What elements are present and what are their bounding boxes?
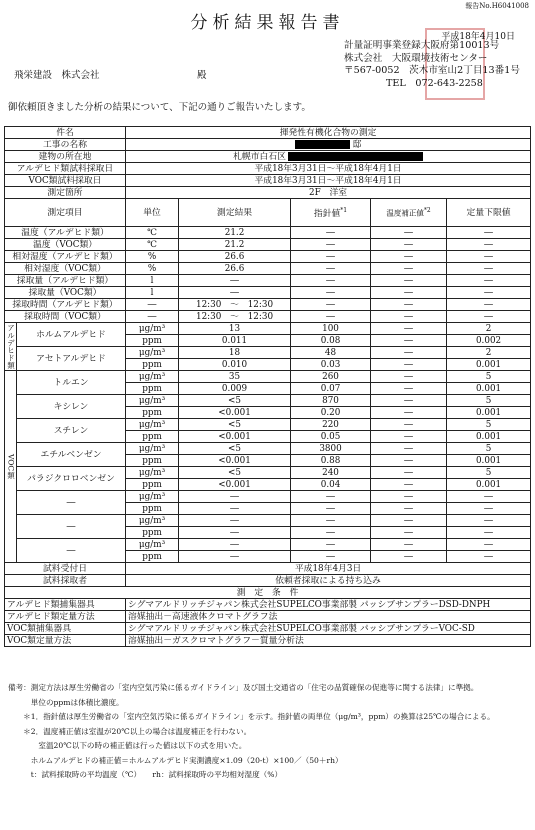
column-header: [371, 199, 447, 227]
conditions-title: 測 定 条 件: [5, 587, 531, 599]
table-cell: ppm: [126, 527, 179, 539]
condition-value: 溶媒抽出－ガスクロマトグラフ－質量分析法: [126, 635, 531, 647]
condition-value: シグマアルドリッチジャパン株式会社SUPELCO事業部製 パッシブサンプラーVOC-SD: [126, 623, 531, 635]
table-cell: ―: [371, 395, 447, 407]
table-cell: 0.001: [447, 407, 531, 419]
issuer-block: [344, 40, 520, 90]
info-row: [5, 175, 531, 187]
table-cell: ―: [447, 263, 531, 275]
table-cell: 18: [179, 347, 291, 359]
column-header: 測定項目: [5, 199, 126, 227]
table-cell: 0.001: [447, 479, 531, 491]
table-cell: ―: [371, 335, 447, 347]
table-cell: ―: [371, 311, 447, 323]
table-cell: <5: [179, 395, 291, 407]
compound-row: [5, 323, 531, 335]
table-cell: ―: [371, 275, 447, 287]
table-cell: μg/m³: [126, 443, 179, 455]
info-value: 平成18年3月31日～平成18年4月1日: [126, 175, 531, 187]
table-cell: 240: [291, 467, 371, 479]
measure-item: 相対湿度（アルデヒド類）: [5, 251, 126, 263]
table-cell: ―: [447, 503, 531, 515]
issuer-line: TEL 072-643-2258: [386, 77, 483, 89]
table-cell: 0.009: [179, 383, 291, 395]
table-cell: 0.001: [447, 455, 531, 467]
info-row: [5, 163, 531, 175]
info-value: 平成18年3月31日～平成18年4月1日: [126, 163, 531, 175]
info-label: VOC類試料採取日: [5, 175, 126, 187]
compound-row: [5, 395, 531, 407]
compound-name: ―: [17, 491, 126, 515]
table-cell: ―: [447, 491, 531, 503]
table-cell: 13: [179, 323, 291, 335]
table-cell: ppm: [126, 503, 179, 515]
table-cell: ―: [371, 359, 447, 371]
table-cell: 5: [447, 467, 531, 479]
table-cell: ―: [126, 299, 179, 311]
column-header-label: 指針値: [313, 208, 341, 219]
table-cell: ―: [371, 227, 447, 239]
table-cell: ―: [291, 239, 371, 251]
table-cell: ppm: [126, 359, 179, 371]
receipt-label: 試料採取者: [5, 575, 126, 587]
compound-row: [5, 539, 531, 551]
table-cell: <5: [179, 419, 291, 431]
table-cell: 26.6: [179, 263, 291, 275]
table-cell: ―: [371, 539, 447, 551]
note-line: ＊2．温度補正値は室温が20℃以上の場合は温度補正を行わない。: [8, 726, 252, 736]
table-cell: 0.03: [291, 359, 371, 371]
table-cell: ―: [291, 287, 371, 299]
table-cell: %: [126, 251, 179, 263]
table-cell: ―: [291, 251, 371, 263]
table-cell: ―: [447, 275, 531, 287]
receipt-row: [5, 563, 531, 575]
results-table: [4, 126, 531, 647]
info-value: 揮発性有機化合物の測定: [126, 127, 531, 139]
note-line: 備考：測定方法は厚生労働省の「室内空気汚染に係るガイドライン」及び国土交通省の「住宅の品質確保の促進等に関する法律」に準拠。: [8, 683, 479, 692]
info-label: 工事の名称: [5, 139, 126, 151]
table-cell: ℃: [126, 227, 179, 239]
table-cell: μg/m³: [126, 467, 179, 479]
table-cell: 5: [447, 419, 531, 431]
info-value: 札幌市白石区: [126, 151, 531, 163]
note-line: ＊1．指針値は厚生労働省の「室内空気汚染に係るガイドライン」を示す。指針値の両単位（μg/m³，ppm）の換算は25℃の場合による。: [8, 712, 495, 721]
table-cell: ppm: [126, 431, 179, 443]
table-cell: μg/m³: [126, 539, 179, 551]
table-cell: ppm: [126, 383, 179, 395]
table-cell: 100: [291, 323, 371, 335]
table-cell: 21.2: [179, 239, 291, 251]
compound-name: スチレン: [17, 419, 126, 443]
measure-item: 相対湿度（VOC類）: [5, 263, 126, 275]
intro-text: 御依頼頂きました分析の結果について、下記の通りご報告いたします。: [8, 102, 311, 113]
env-row: [5, 227, 531, 239]
table-cell: ppm: [126, 479, 179, 491]
table-cell: 0.001: [447, 359, 531, 371]
table-cell: 260: [291, 371, 371, 383]
table-cell: ―: [447, 311, 531, 323]
condition-row: [5, 623, 531, 635]
table-cell: μg/m³: [126, 419, 179, 431]
compound-row: [5, 491, 531, 503]
table-cell: ―: [291, 227, 371, 239]
table-cell: 5: [447, 371, 531, 383]
measure-item: 採取量（アルデヒド類）: [5, 275, 126, 287]
env-row: [5, 251, 531, 263]
table-cell: ―: [371, 491, 447, 503]
table-cell: μg/m³: [126, 371, 179, 383]
compound-row: [5, 371, 531, 383]
table-cell: ―: [447, 287, 531, 299]
table-cell: ―: [371, 383, 447, 395]
redaction-bar: [288, 152, 423, 161]
condition-row: [5, 635, 531, 647]
table-cell: <0.001: [179, 455, 291, 467]
table-cell: ―: [447, 539, 531, 551]
table-cell: ppm: [126, 455, 179, 467]
table-cell: l: [126, 287, 179, 299]
table-cell: ―: [447, 299, 531, 311]
env-row: [5, 311, 531, 323]
table-cell: ―: [447, 239, 531, 251]
compound-row: [5, 443, 531, 455]
table-cell: ―: [447, 251, 531, 263]
table-cell: ―: [291, 551, 371, 563]
condition-row: [5, 611, 531, 623]
table-cell: ―: [291, 263, 371, 275]
table-cell: 35: [179, 371, 291, 383]
info-row: [5, 139, 531, 151]
table-cell: ―: [371, 263, 447, 275]
table-cell: ―: [371, 551, 447, 563]
table-cell: 0.001: [447, 431, 531, 443]
table-cell: ℃: [126, 239, 179, 251]
table-cell: ―: [371, 371, 447, 383]
info-value: 邸: [126, 139, 531, 151]
table-cell: 0.88: [291, 455, 371, 467]
note-line: t：試料採取時の平均温度（℃） rh：試料採取時の平均相対湿度（%）: [8, 770, 283, 779]
footnote-mark: *1: [340, 207, 348, 215]
compound-name: ―: [17, 539, 126, 563]
measure-item: 温度（VOC類）: [5, 239, 126, 251]
table-cell: ―: [291, 275, 371, 287]
table-cell: ―: [371, 251, 447, 263]
env-row: [5, 275, 531, 287]
table-cell: ―: [179, 515, 291, 527]
condition-label: VOC類定量方法: [5, 635, 126, 647]
column-header: [291, 199, 371, 227]
table-cell: ―: [371, 527, 447, 539]
table-cell: 870: [291, 395, 371, 407]
table-cell: %: [126, 263, 179, 275]
condition-label: アルデヒド類捕集器具: [5, 599, 126, 611]
receipt-value: 平成18年4月3日: [126, 563, 531, 575]
condition-label: アルデヒド類定量方法: [5, 611, 126, 623]
table-cell: ―: [291, 503, 371, 515]
env-row: [5, 263, 531, 275]
table-cell: 0.07: [291, 383, 371, 395]
group-label-aldehyde: アルデヒド類: [6, 324, 16, 369]
table-cell: ―: [291, 539, 371, 551]
table-cell: μg/m³: [126, 323, 179, 335]
table-cell: ―: [371, 323, 447, 335]
table-cell: <5: [179, 467, 291, 479]
info-row: [5, 127, 531, 139]
table-cell: ―: [179, 539, 291, 551]
table-cell: 0.08: [291, 335, 371, 347]
table-cell: 3800: [291, 443, 371, 455]
table-cell: μg/m³: [126, 347, 179, 359]
table-cell: ―: [447, 227, 531, 239]
table-cell: μg/m³: [126, 491, 179, 503]
table-cell: ―: [291, 515, 371, 527]
table-cell: ―: [179, 491, 291, 503]
table-cell: ―: [447, 551, 531, 563]
table-cell: <0.001: [179, 407, 291, 419]
redaction-bar: [295, 140, 350, 149]
table-cell: 0.001: [447, 383, 531, 395]
table-cell: ―: [371, 479, 447, 491]
table-cell: 2: [447, 347, 531, 359]
table-cell: ―: [291, 311, 371, 323]
receipt-value: 依頼者採取による持ち込み: [126, 575, 531, 587]
receipt-label: 試料受付日: [5, 563, 126, 575]
results-table-body: [5, 127, 531, 647]
table-cell: ―: [179, 527, 291, 539]
table-cell: ―: [371, 455, 447, 467]
table-cell: ppm: [126, 407, 179, 419]
compound-row: [5, 347, 531, 359]
env-row: [5, 299, 531, 311]
compound-name: ―: [17, 515, 126, 539]
table-cell: <0.001: [179, 431, 291, 443]
table-cell: ―: [179, 275, 291, 287]
table-cell: 12:30 ～ 12:30: [179, 299, 291, 311]
measure-item: 採取時間（VOC類）: [5, 311, 126, 323]
compound-name: エチルベンゼン: [17, 443, 126, 467]
condition-value: 溶媒抽出－高速液体クロマトグラフ法: [126, 611, 531, 623]
table-cell: ―: [291, 527, 371, 539]
info-row: [5, 187, 531, 199]
table-cell: ―: [371, 431, 447, 443]
condition-value: シグマアルドリッチジャパン株式会社SUPELCO事業部製 パッシブサンプラーDSD-DNPH: [126, 599, 531, 611]
conditions-title-row: [5, 587, 531, 599]
table-cell: 0.010: [179, 359, 291, 371]
issuer-line: 計量証明事業登録大阪府第10013号: [344, 40, 500, 51]
env-row: [5, 287, 531, 299]
table-cell: ―: [179, 551, 291, 563]
column-header-label: 温度補正値: [386, 208, 424, 218]
table-cell: ―: [291, 299, 371, 311]
issuer-line: 〒567-0052 茨木市室山2丁目13番1号: [344, 65, 520, 76]
info-value: 2F 洋室: [126, 187, 531, 199]
table-cell: 12:30 ～ 12:30: [179, 311, 291, 323]
note-line: 室温20℃以下の時の補正値は行った値は以下の式を用いた。: [8, 741, 247, 750]
compound-name: キシレン: [17, 395, 126, 419]
receipt-row: [5, 575, 531, 587]
measure-item: 採取量（VOC類）: [5, 287, 126, 299]
table-cell: ―: [179, 287, 291, 299]
table-cell: 21.2: [179, 227, 291, 239]
table-cell: μg/m³: [126, 395, 179, 407]
info-label: 測定箇所: [5, 187, 126, 199]
table-cell: ―: [291, 491, 371, 503]
footnote-mark: *2: [423, 207, 431, 215]
table-cell: ―: [371, 503, 447, 515]
column-header: 測定結果: [179, 199, 291, 227]
table-cell: ―: [371, 299, 447, 311]
compound-row: [5, 467, 531, 479]
condition-label: VOC類捕集器具: [5, 623, 126, 635]
table-cell: l: [126, 275, 179, 287]
client-name: 飛栄建設 株式会社: [14, 70, 100, 81]
table-cell: ―: [371, 443, 447, 455]
table-cell: ―: [371, 347, 447, 359]
table-cell: ―: [371, 419, 447, 431]
compound-name: アセトアルデヒド: [17, 347, 126, 371]
table-cell: ―: [371, 467, 447, 479]
table-cell: ppm: [126, 335, 179, 347]
table-cell: 0.04: [291, 479, 371, 491]
info-label: アルデヒド類試料採取日: [5, 163, 126, 175]
note-line: ホルムアルデヒドの補正値＝ホルムアルデヒド実測濃度×1.09（20-t）×100／（50＋rh）: [8, 755, 343, 765]
table-cell: ―: [371, 407, 447, 419]
column-header-row: [5, 199, 531, 227]
page-title: 分析結果報告書: [190, 13, 345, 33]
table-cell: μg/m³: [126, 515, 179, 527]
note-line: 単位のppmは体積比濃度。: [8, 697, 124, 707]
notes-block: [8, 681, 528, 783]
table-cell: 220: [291, 419, 371, 431]
table-cell: ppm: [126, 551, 179, 563]
table-cell: 0.002: [447, 335, 531, 347]
info-label: 件名: [5, 127, 126, 139]
table-cell: <5: [179, 443, 291, 455]
table-cell: ―: [371, 515, 447, 527]
table-cell: 5: [447, 395, 531, 407]
compound-name: ホルムアルデヒド: [17, 323, 126, 347]
info-label: 建物の所在地: [5, 151, 126, 163]
column-header: 単位: [126, 199, 179, 227]
table-cell: ―: [179, 503, 291, 515]
table-cell: 48: [291, 347, 371, 359]
issuer-line: 株式会社 大阪環境技術センター: [344, 52, 488, 64]
compound-row: [5, 515, 531, 527]
column-header: 定量下限値: [447, 199, 531, 227]
table-cell: ―: [447, 527, 531, 539]
table-cell: ―: [126, 311, 179, 323]
table-cell: 0.20: [291, 407, 371, 419]
table-cell: 2: [447, 323, 531, 335]
compound-name: パラジクロロベンゼン: [17, 467, 126, 491]
table-cell: 5: [447, 443, 531, 455]
condition-row: [5, 599, 531, 611]
table-cell: <0.001: [179, 479, 291, 491]
document-number: 報告No.H6041008: [465, 2, 529, 10]
compound-name: トルエン: [17, 371, 126, 395]
report-date: 平成18年4月10日: [441, 32, 515, 42]
group-label-voc: VOC類: [5, 371, 17, 563]
client-honorific: 殿: [197, 70, 207, 81]
table-cell: ―: [371, 239, 447, 251]
measure-item: 温度（アルデヒド類）: [5, 227, 126, 239]
env-row: [5, 239, 531, 251]
table-cell: 26.6: [179, 251, 291, 263]
table-cell: ―: [447, 515, 531, 527]
measure-item: 採取時間（アルデヒド類）: [5, 299, 126, 311]
info-row: [5, 151, 531, 163]
table-cell: 0.011: [179, 335, 291, 347]
table-cell: 0.05: [291, 431, 371, 443]
table-cell: ―: [371, 287, 447, 299]
compound-row: [5, 419, 531, 431]
